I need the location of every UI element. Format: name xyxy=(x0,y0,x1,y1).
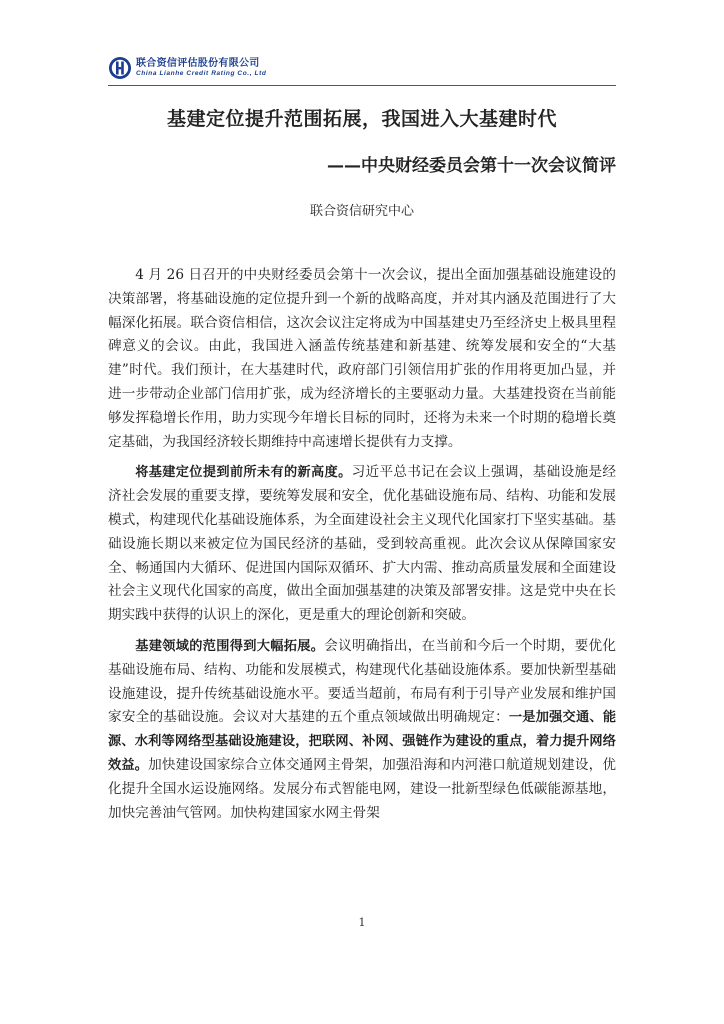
page-number: 1 xyxy=(358,916,366,929)
company-header xyxy=(108,56,408,80)
document-title: 基建定位提升范围拓展，我国进入大基建时代 xyxy=(166,108,557,130)
document-body xyxy=(108,264,616,832)
paragraph-positioning xyxy=(108,461,616,628)
lianhe-logo-icon xyxy=(108,56,132,80)
paragraph-intro xyxy=(108,264,616,454)
paragraph-lead: 将基建定位提到前所未有的新高度。 xyxy=(135,465,352,481)
paragraph-bold-point: 一是加强交通、能源、水利等网络型基础设施建设，把联网、补网、强链作为建设的重点，着力提升网络效益。 xyxy=(108,710,617,773)
document-subtitle: ——中央财经委员会第十一次会议简评 xyxy=(327,156,616,176)
company-name-en: China Lianhe Credit Rating Co., Ltd xyxy=(136,69,267,77)
paragraph-text: 4 月 26 日召开的中央财经委员会第十一次会议，提出全面加强基础设施建设的决策部署，将基础设施的定位提升到一个新的战略高度，并对其内涵及范围进行了大幅深化拓展。联合资信相信，这次会议注定将成为中国基建史乃至经济史上极具里程碑意义的会议。由此，我国进入涵盖传统基建和新基建、统筹发展和安全的“大基建”时代。我们预计，在大基建时代，政府部门引领信用扩张的作用将更加凸显，并进一步带动企业部门信用扩张，成为经济增长的主要驱动力量。大基建投资在当前能够发挥稳增长作用，助力实现今年增长目标的同时，还将为未来一个时期的稳增长奠定基础，为我国经济较长期维持中高速增长提供有力支撑。 xyxy=(108,267,616,450)
paragraph-lead: 基建领域的范围得到大幅拓展。 xyxy=(135,638,325,654)
document-author: 联合资信研究中心 xyxy=(309,204,414,219)
header-divider xyxy=(108,85,616,86)
company-name-block xyxy=(136,59,266,78)
paragraph-scope xyxy=(108,635,616,825)
paragraph-text: 会议明确指出，在当前和今后一个时期，要优化基础设施布局、结构、功能和发展模式，构建现代化基础设施体系。要加快新型基础设施建设，提升传统基础设施水平。要适当超前，布局有利于引导产业发展和维护国家安全的基础设施。会议对大基建的五个重点领域做出明确规定： xyxy=(108,637,617,726)
company-name-cn: 联合资信评估股份有限公司 xyxy=(136,57,260,69)
paragraph-tail: 加快建设国家综合立体交通网主骨架，加强沿海和内河港口航道规划建设，优化提升全国水运设施网络。发展分布式智能电网，建设一批新型绿色低碳能源基地，加快完善油气管网。加快构建国家水网主骨架 xyxy=(108,756,617,821)
paragraph-text: 习近平总书记在会议上强调，基础设施是经济社会发展的重要支撑，要统筹发展和安全，优化基础设施布局、结构、功能和发展模式，构建现代化基础设施体系，为全面建设社会主义现代化国家打下坚实基础。基础设施长期以来被定位为国民经济的基础，受到较高重视。此次会议从保障国家安全、畅通国内大循环、促进国内国际双循环、扩大内需、推动高质量发展和全面建设社会主义现代化国家的高度，做出全面加强基建的决策及部署安排。这是党中央在长期实践中获得的认识上的深化，更是重大的理论创新和突破。 xyxy=(108,464,617,624)
